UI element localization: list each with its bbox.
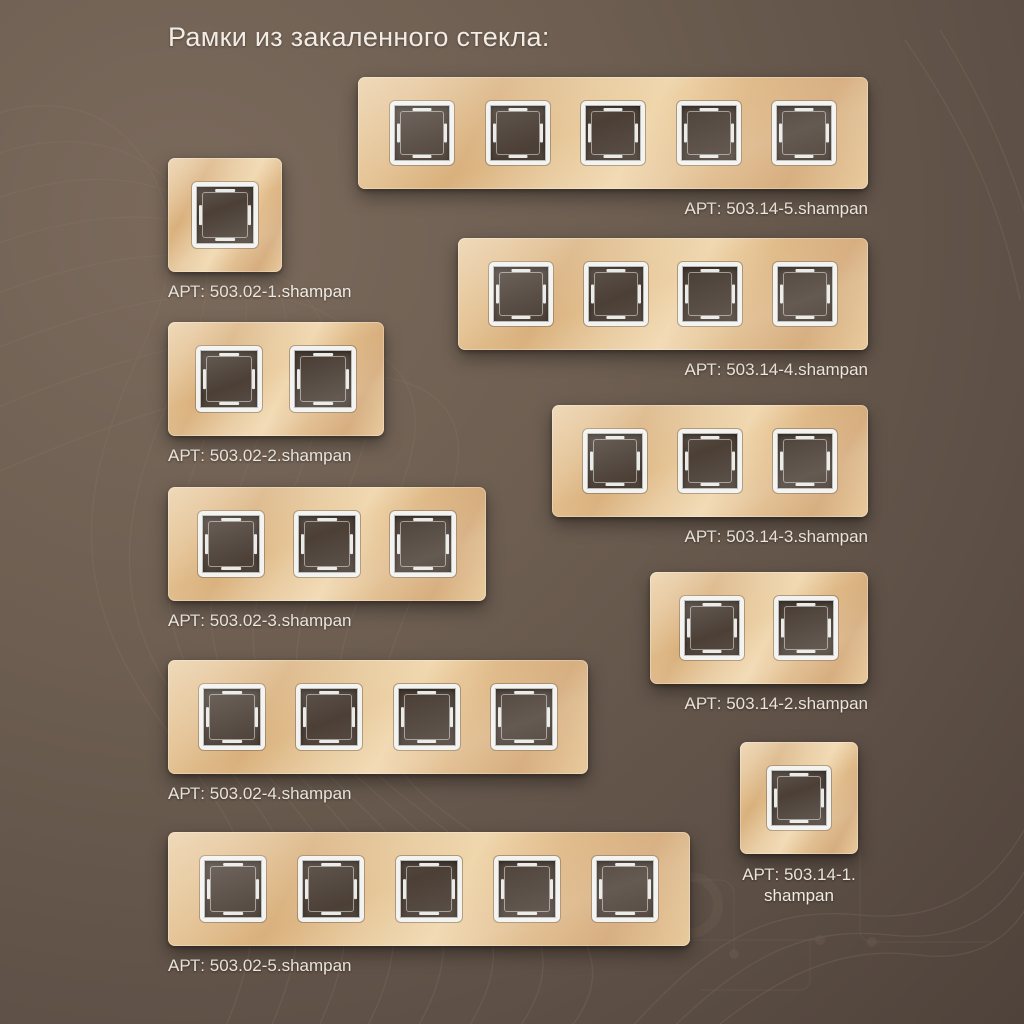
frame-aperture: [200, 856, 266, 922]
product-503.02-3[interactable]: [168, 487, 486, 631]
frame-aperture: [491, 684, 557, 750]
frame-aperture: [296, 684, 362, 750]
product-caption: АРТ: 503.02-2.shampan: [168, 446, 352, 465]
frame-aperture: [198, 511, 264, 577]
frame-aperture: [390, 511, 456, 577]
product-caption: АРТ: 503.02-5.shampan: [168, 956, 352, 975]
frame-aperture: [680, 596, 744, 660]
frame-plate: [168, 660, 588, 774]
frame-plate: [358, 77, 868, 189]
frame-aperture: [394, 684, 460, 750]
frame-plate: [552, 405, 868, 517]
frame-aperture: [773, 262, 837, 326]
frame-aperture: [489, 262, 553, 326]
product-503.02-2[interactable]: [168, 322, 384, 466]
product-caption: АРТ: 503.02-3.shampan: [168, 611, 352, 630]
product-caption: АРТ: 503.02-1.shampan: [168, 282, 352, 301]
frame-aperture: [390, 101, 454, 165]
product-503.14-3[interactable]: [552, 405, 868, 547]
frame-aperture: [773, 429, 837, 493]
product-caption: АРТ: 503.14-4.shampan: [684, 360, 868, 379]
product-caption: АРТ: 503.14-2.shampan: [684, 694, 868, 713]
frame-plate: [740, 742, 858, 854]
page-title: Рамки из закаленного стекла:: [168, 22, 550, 52]
product-caption: АРТ: 503.14-1. shampan: [742, 865, 856, 906]
frame-aperture: [678, 262, 742, 326]
frame-aperture: [677, 101, 741, 165]
frame-aperture: [396, 856, 462, 922]
frame-aperture: [584, 262, 648, 326]
frame-aperture: [678, 429, 742, 493]
frame-aperture: [767, 766, 831, 830]
frame-plate: [168, 487, 486, 601]
frame-aperture: [196, 346, 262, 412]
product-503.14-2[interactable]: [650, 572, 868, 714]
frame-aperture: [192, 182, 258, 248]
product-503.02-4[interactable]: [168, 660, 588, 804]
frame-aperture: [298, 856, 364, 922]
product-503.14-4[interactable]: [458, 238, 868, 380]
frame-plate: [168, 322, 384, 436]
frame-aperture: [774, 596, 838, 660]
product-503.02-1[interactable]: [168, 158, 352, 302]
product-503.14-1[interactable]: [740, 742, 858, 907]
frame-plate: [168, 832, 690, 946]
product-503.14-5[interactable]: [358, 77, 868, 219]
frame-aperture: [583, 429, 647, 493]
frame-aperture: [592, 856, 658, 922]
frame-plate: [168, 158, 282, 272]
frame-aperture: [290, 346, 356, 412]
product-caption: АРТ: 503.14-5.shampan: [684, 199, 868, 218]
frame-plate: [458, 238, 868, 350]
frame-aperture: [772, 101, 836, 165]
frame-aperture: [199, 684, 265, 750]
frame-plate: [650, 572, 868, 684]
frame-aperture: [486, 101, 550, 165]
frame-aperture: [294, 511, 360, 577]
frame-aperture: [494, 856, 560, 922]
product-caption: АРТ: 503.14-3.shampan: [684, 527, 868, 546]
product-503.02-5[interactable]: [168, 832, 690, 976]
product-caption: АРТ: 503.02-4.shampan: [168, 784, 352, 803]
frame-aperture: [581, 101, 645, 165]
